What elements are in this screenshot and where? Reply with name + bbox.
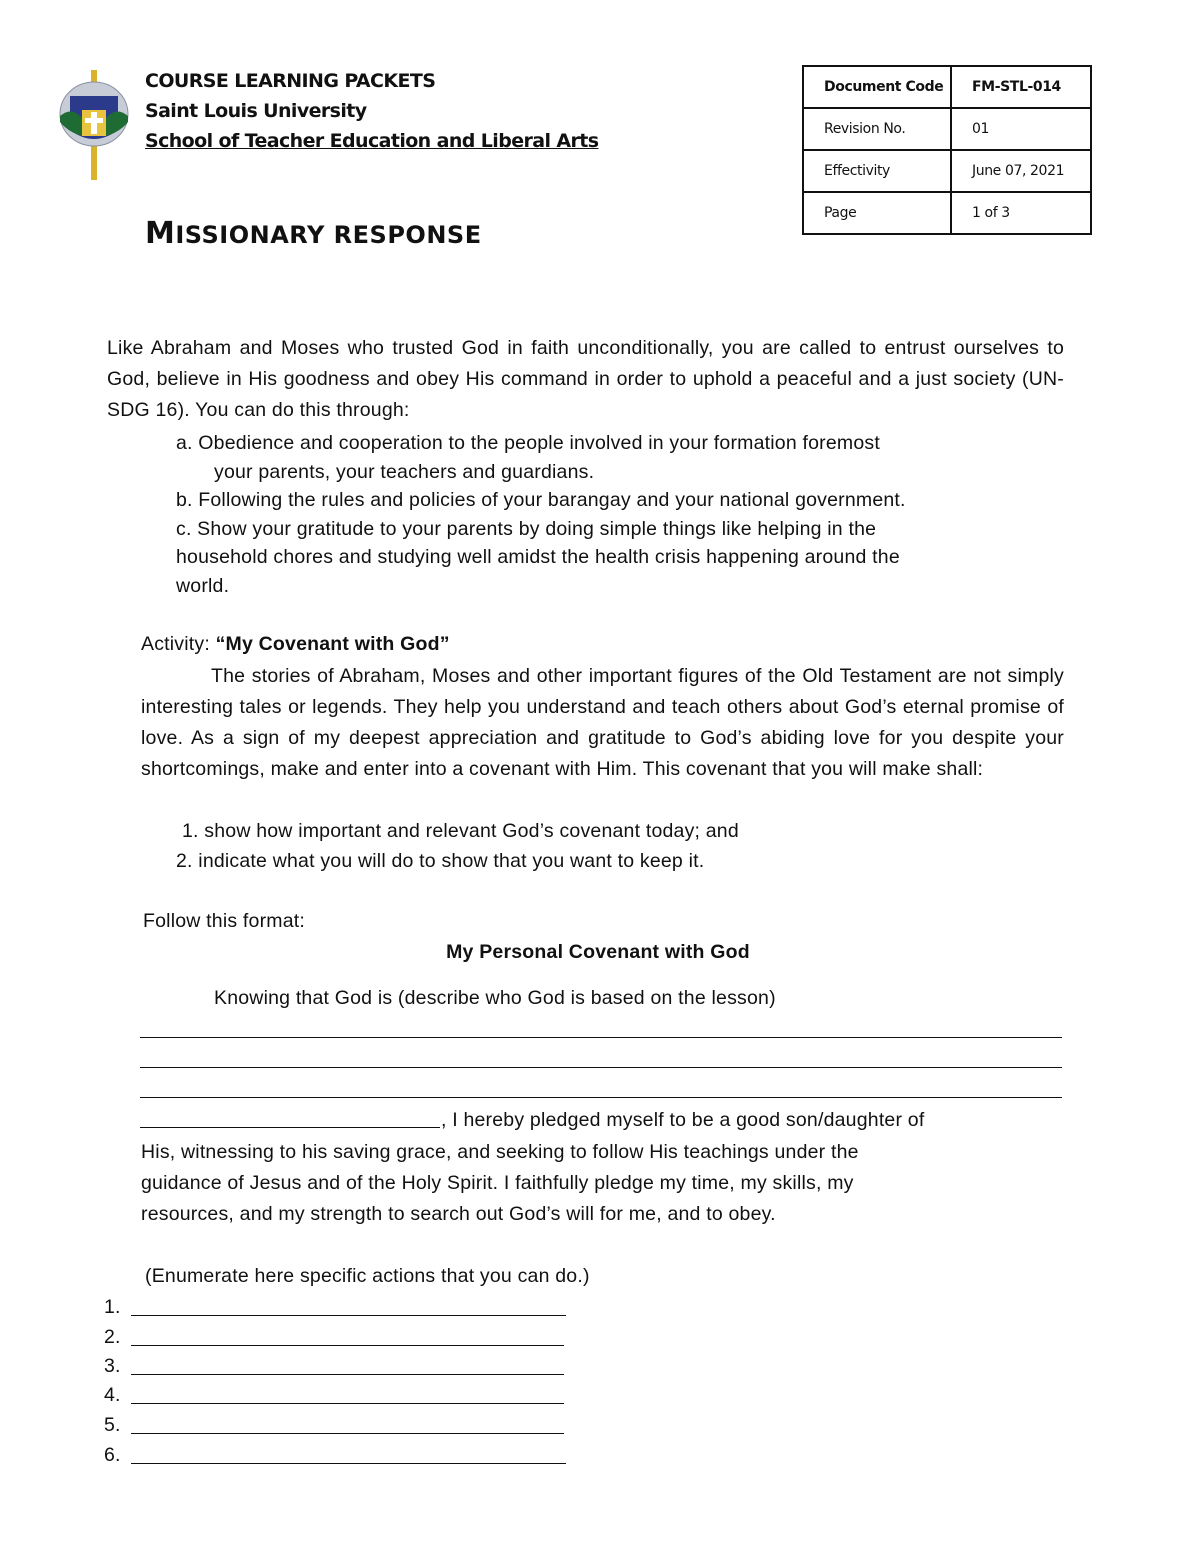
university-logo [52,66,136,184]
formation-list [176,429,906,600]
list-item: b. Following the rules and policies of your barangay and your national government. [176,489,906,511]
pledge-line: His, witnessing to his saving grace, and seeking to follow His teachings under the [141,1141,859,1163]
revision-value: 01 [951,108,1091,150]
action-number: 1. [104,1296,121,1318]
header-course-packets: COURSE LEARNING PACKETS [145,70,436,92]
format-label: Follow this format: [143,910,306,932]
pledge-first-line: , I hereby pledged myself to be a good son/daughter of [441,1109,925,1131]
action-line[interactable] [131,1433,564,1434]
title-initial: M [145,216,176,251]
pledge-line: guidance of Jesus and of the Holy Spirit. I faithfully pledge my time, my skills, my [141,1172,854,1194]
action-line[interactable] [131,1345,564,1346]
list-item-cont: your parents, your teachers and guardians. [214,460,595,483]
action-number: 3. [104,1355,121,1377]
action-line[interactable] [131,1463,566,1464]
page-value: 1 of 3 [951,192,1091,234]
table-row [803,108,1091,150]
doc-code-label: Document Code [803,66,951,108]
answer-line[interactable] [140,1097,1062,1098]
list-item: c. Show your gratitude to your parents by doing simple things like helping in the [176,517,877,540]
activity-heading [141,630,450,659]
action-line[interactable] [131,1374,564,1375]
covenant-points [176,816,739,876]
point-item: 1. show how important and relevant God’s covenant today; and [182,820,739,842]
pledge-text [141,1137,859,1230]
enumerate-prompt: (Enumerate here specific actions that you can do.) [145,1265,590,1287]
answer-line[interactable] [140,1127,440,1128]
answer-line[interactable] [140,1037,1062,1038]
revision-label: Revision No. [803,108,951,150]
table-row [803,192,1091,234]
intro-paragraph: Like Abraham and Moses who trusted God in faith unconditionally, you are called to entrust ourselves to God, believe in His goodness and obey His command in order to uphold a peaceful and a just society (UN-SDG 16). You can do this through: [107,337,1064,421]
page-title [145,216,482,251]
table-row [803,66,1091,108]
page-label: Page [803,192,951,234]
action-line[interactable] [131,1315,566,1316]
activity-title: “My Covenant with God” [215,633,450,655]
doc-code-value: FM-STL-014 [951,66,1091,108]
header-university: Saint Louis University [145,100,367,122]
action-line[interactable] [131,1403,564,1404]
table-row [803,150,1091,192]
activity-label: Activity: [141,633,216,655]
action-number: 6. [104,1444,121,1466]
answer-line[interactable] [140,1067,1062,1068]
action-number: 5. [104,1414,121,1436]
action-number: 2. [104,1326,121,1348]
list-item-cont: household chores and studying well amidst the health crisis happening around the [176,546,900,568]
activity-body: The stories of Abraham, Moses and other important figures of the Old Testament are not simply interesting tales or legends. They help you understand and teach others about God’s eternal promise of love. As a sign of my deepest appreciation and gratitude to God’s abiding love for you despite your shortcomings, make and enter into a covenant with Him. This covenant that you will make shall: [141,665,1064,780]
document-control-table [802,65,1092,235]
list-item-cont: world. [176,574,230,597]
title-rest: ISSIONARY RESPONSE [175,221,482,249]
covenant-heading: My Personal Covenant with God [446,941,750,963]
list-item: a. Obedience and cooperation to the people involved in your formation foremost [176,432,880,454]
effectivity-value: June 07, 2021 [951,150,1091,192]
header-school: School of Teacher Education and Liberal Arts [145,130,599,152]
effectivity-label: Effectivity [803,150,951,192]
point-item: 2. indicate what you will do to show that you want to keep it. [176,850,705,872]
knowing-prompt: Knowing that God is (describe who God is based on the lesson) [214,987,776,1009]
pledge-line: resources, and my strength to search out God’s will for me, and to obey. [141,1203,776,1225]
action-number: 4. [104,1384,121,1406]
